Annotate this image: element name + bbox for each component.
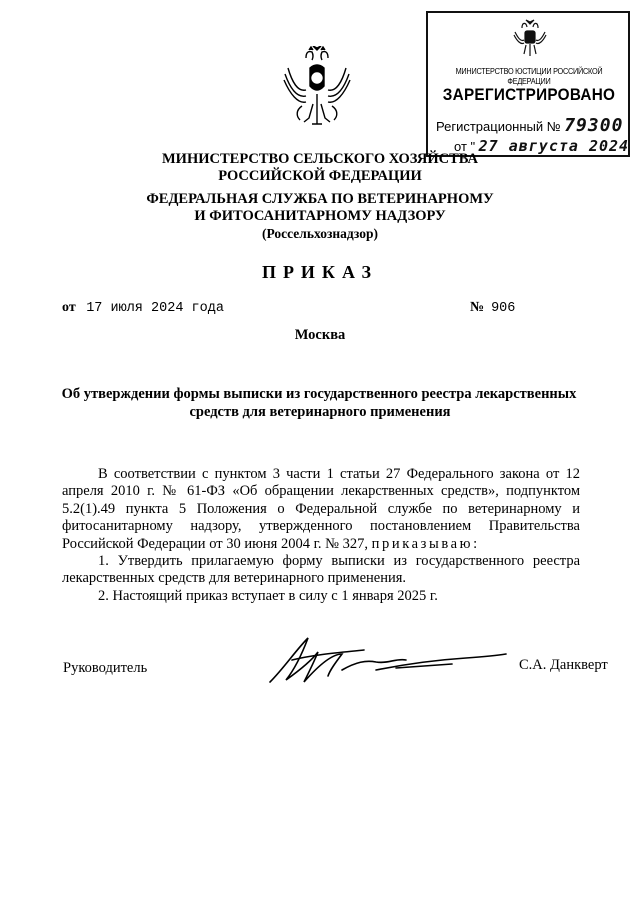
stamp-registration-line bbox=[436, 115, 623, 136]
service-short-name: (Россельхознадзор) bbox=[261, 226, 379, 241]
stamp-ministry-text: МИНИСТЕРСТВО ЮСТИЦИИ РОССИЙСКОЙ ФЕДЕРАЦИИ bbox=[455, 66, 603, 86]
order-item-2: 2. Настоящий приказ вступает в силу с 1 января 2025 г. bbox=[98, 587, 438, 604]
emblem-icon bbox=[512, 18, 548, 58]
order-preamble bbox=[62, 466, 580, 553]
signer-name: С.А. Данкверт bbox=[519, 657, 608, 673]
ministry-line-1: МИНИСТЕРСТВО СЕЛЬСКОГО ХОЗЯЙСТВА bbox=[162, 151, 478, 167]
stamp-date-label: от " bbox=[454, 139, 476, 154]
ministry-heading bbox=[0, 151, 640, 185]
order-date-prefix: от bbox=[62, 300, 76, 315]
document-type: ПРИКАЗ bbox=[261, 262, 379, 282]
registration-stamp bbox=[426, 11, 630, 157]
order-number-row bbox=[470, 300, 515, 316]
order-date: 17 июля 2024 года bbox=[86, 301, 224, 316]
order-number: 906 bbox=[491, 301, 516, 316]
stamp-registration-label: Регистрационный № bbox=[436, 119, 561, 134]
coat-of-arms-icon bbox=[282, 46, 352, 132]
order-number-prefix: № bbox=[470, 300, 485, 315]
stamp-date-value: 27 августа 2024 bbox=[478, 137, 630, 155]
order-item-1: 1. Утвердить прилагаемую форму выписки из государственного реестра лекарственных средств для ветеринарного применения. bbox=[62, 553, 580, 587]
handwritten-signature bbox=[256, 630, 516, 690]
service-line-1: ФЕДЕРАЛЬНАЯ СЛУЖБА ПО ВЕТЕРИНАРНОМУ bbox=[146, 191, 494, 207]
ministry-line-2: РОССИЙСКОЙ ФЕДЕРАЦИИ bbox=[218, 168, 422, 184]
order-city: Москва bbox=[294, 327, 346, 343]
order-body bbox=[62, 466, 580, 605]
order-title-line-1: Об утверждении формы выписки из государственного реестра лекарственных bbox=[61, 386, 577, 402]
service-heading bbox=[0, 191, 640, 242]
service-line-2: И ФИТОСАНИТАРНОМУ НАДЗОРУ bbox=[194, 208, 446, 224]
preamble-text: В соответствии с пунктом 3 части 1 статьи 27 Федерального закона от 12 апреля 2010 г. № 61-ФЗ «Об обращении лекарственных средств», подпунктом 5.2(1).49 пункта 5 Положения о Федеральной службе по ветеринарному и фитосанитарному надзору, утвержденного постановлением Правительства Российской Федерации от 30 июня 2004 г. № 327, bbox=[62, 466, 580, 552]
stamp-registration-number: 79300 bbox=[564, 115, 624, 136]
order-title bbox=[60, 385, 580, 421]
order-date-row bbox=[62, 300, 224, 316]
order-word: приказываю: bbox=[371, 535, 480, 552]
order-title-line-2: средств для ветеринарного применения bbox=[189, 404, 451, 420]
signer-role: Руководитель bbox=[63, 660, 148, 676]
stamp-registered-text: ЗАРЕГИСТРИРОВАНО bbox=[442, 85, 616, 104]
